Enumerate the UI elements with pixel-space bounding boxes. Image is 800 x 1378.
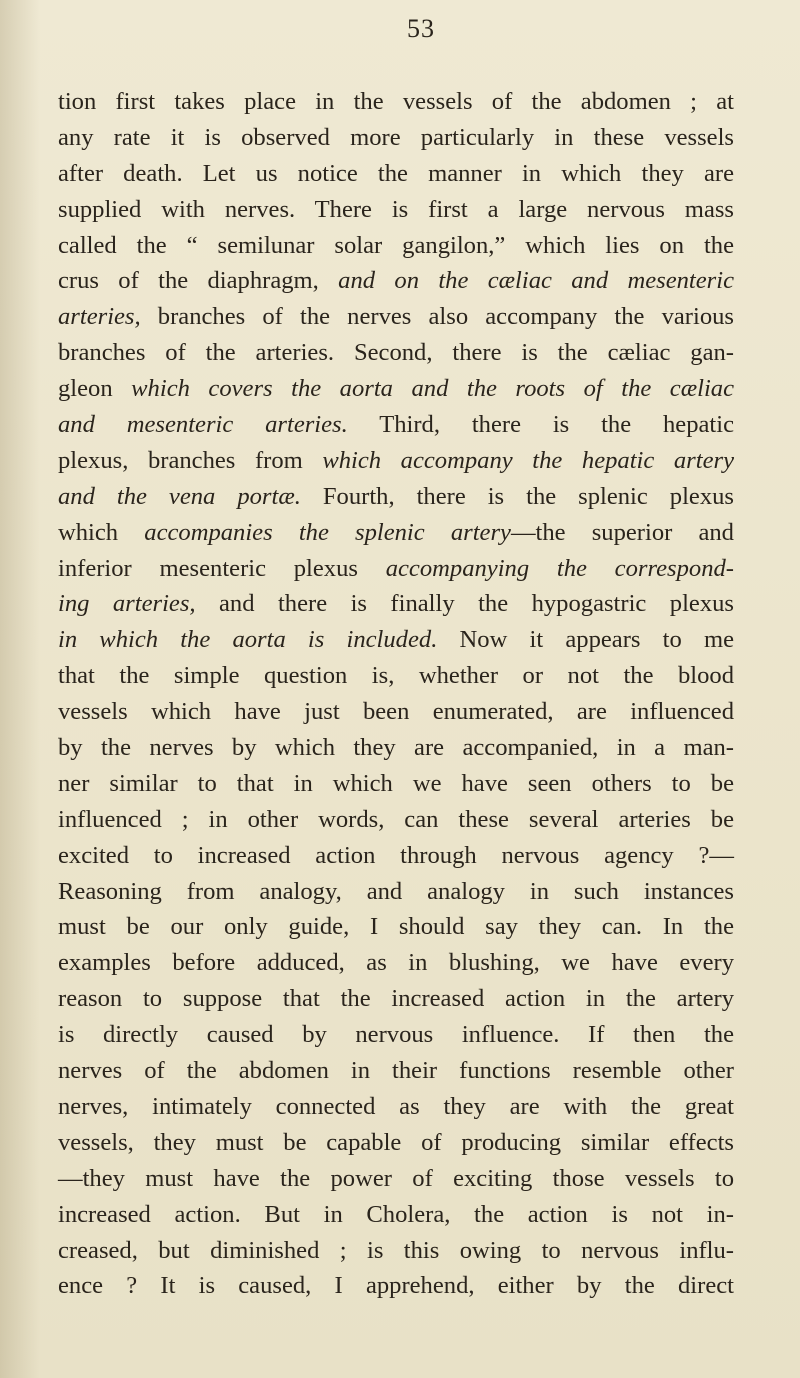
text-span: any rate it is observed more particularly in these vessels: [58, 123, 734, 151]
text-line: [58, 407, 734, 443]
text-span: Fourth, there is the splenic plexus: [300, 482, 734, 510]
text-span: examples before adduced, as in blushing, we have every: [58, 949, 734, 977]
text-span: vessels which have just been enumerated, are influenced: [58, 698, 734, 726]
text-line: [58, 1233, 734, 1269]
text-span: increased action. But in Cholera, the action is not in-: [58, 1200, 734, 1228]
text-line: [58, 1125, 734, 1161]
text-line: [58, 515, 734, 551]
text-span: excited to increased action through nervous agency ?—: [58, 841, 734, 869]
italic-span: and on the cæliac and mesenteric: [338, 267, 734, 295]
text-line: [58, 586, 734, 622]
text-line: [58, 443, 734, 479]
text-span: tion first takes place in the vessels of the abdomen ; at: [58, 88, 734, 115]
text-line: [58, 263, 734, 299]
text-span: crus of the diaphragm,: [58, 267, 339, 295]
text-line: [58, 838, 734, 874]
text-span: gleon: [58, 375, 132, 403]
text-span: and there is finally the hypogastric plexus: [195, 590, 734, 618]
text-line: [58, 766, 734, 802]
text-span: by the nerves by which they are accompanied, in a man-: [58, 734, 734, 762]
italic-span: ing arteries,: [58, 590, 196, 618]
text-span: ence ? It is caused, I apprehend, either by the direct: [58, 1272, 734, 1300]
italic-span: which covers the aorta and the roots of the cæliac: [131, 375, 734, 403]
text-span: —the superior and: [510, 518, 734, 546]
text-line: [58, 1017, 734, 1053]
text-span: ner similar to that in which we have seen others to be: [58, 769, 734, 797]
text-line: [58, 479, 734, 515]
text-span: reason to suppose that the increased action in the artery: [58, 985, 734, 1013]
text-line: [58, 551, 734, 587]
text-line: [58, 874, 734, 910]
text-span: that the simple question is, whether or not the blood: [58, 662, 734, 690]
text-span: influenced ; in other words, can these several arteries be: [58, 805, 734, 833]
text-line: [58, 802, 734, 838]
text-line: [58, 945, 734, 981]
text-line: [58, 299, 734, 335]
text-line: [58, 909, 734, 945]
text-span: after death. Let us notice the manner in which they are: [58, 159, 734, 187]
italic-span: arteries,: [58, 303, 141, 331]
italic-span: and the vena portæ.: [58, 482, 301, 510]
text-span: vessels, they must be capable of producing similar effects: [58, 1128, 734, 1156]
text-span: inferior mesenteric plexus: [58, 554, 386, 582]
text-line: [58, 192, 734, 228]
italic-span: and mesenteric arteries.: [58, 411, 348, 439]
text-span: which: [58, 518, 145, 546]
italic-span: which accompany the hepatic artery: [322, 446, 734, 474]
text-line: [58, 1053, 734, 1089]
body-text: [58, 84, 734, 1304]
text-span: Now it appears to me: [437, 626, 734, 654]
text-span: —they must have the power of exciting those vessels to: [58, 1164, 734, 1192]
text-line: [58, 1268, 734, 1304]
italic-span: accompanies the splenic artery: [144, 518, 511, 546]
italic-span: accompanying the correspond-: [385, 554, 734, 582]
text-line: [58, 981, 734, 1017]
text-span: nerves, intimately connected as they are with the great: [58, 1092, 734, 1120]
text-line: [58, 622, 734, 658]
text-span: plexus, branches from: [58, 446, 323, 474]
text-span: creased, but diminished ; is this owing to nervous influ-: [58, 1236, 734, 1264]
text-line: [58, 658, 734, 694]
text-span: branches of the nerves also accompany the various: [140, 303, 734, 331]
text-line: [58, 120, 734, 156]
text-line: [58, 1161, 734, 1197]
text-line: [58, 335, 734, 371]
text-line: [58, 1089, 734, 1125]
text-span: Reasoning from analogy, and analogy in such instances: [58, 877, 734, 905]
text-span: called the “ semilunar solar gangilon,” which lies on the: [58, 231, 734, 259]
text-line: [58, 84, 734, 120]
text-line: [58, 228, 734, 264]
text-line: [58, 694, 734, 730]
text-line: [58, 371, 734, 407]
text-line: [58, 1197, 734, 1233]
text-span: supplied with nerves. There is first a large nervous mass: [58, 195, 734, 223]
text-span: is directly caused by nervous influence. If then the: [58, 1021, 734, 1049]
text-span: must be our only guide, I should say they can. In the: [58, 913, 734, 941]
italic-span: in which the aorta is included.: [58, 626, 438, 654]
text-line: [58, 730, 734, 766]
text-span: Third, there is the hepatic: [347, 411, 734, 439]
text-span: branches of the arteries. Second, there is the cæliac gan-: [58, 339, 734, 367]
text-span: nerves of the abdomen in their functions resemble other: [58, 1057, 734, 1085]
text-line: [58, 156, 734, 192]
page-number: 53: [407, 14, 435, 43]
